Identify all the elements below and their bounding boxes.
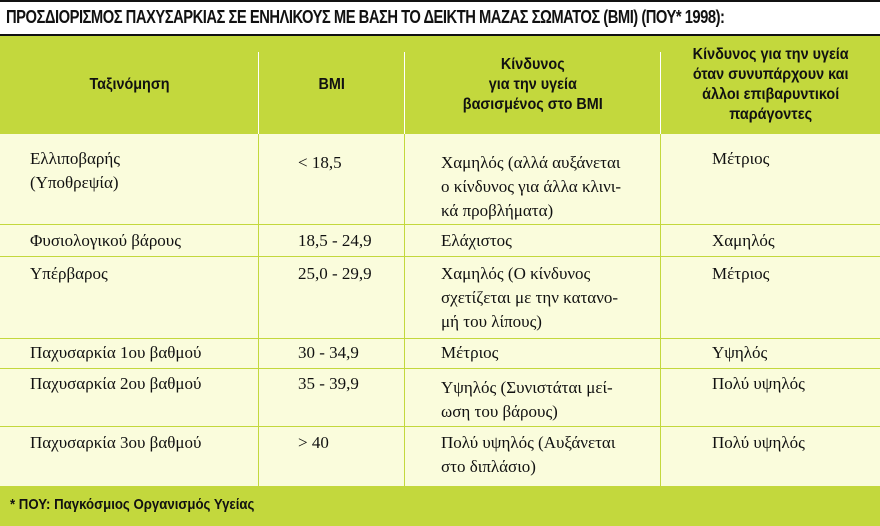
column-divider	[404, 134, 405, 486]
cell-risk: Ελάχιστος	[441, 231, 512, 250]
header-bmi	[259, 36, 404, 134]
header-risk-other	[661, 36, 880, 134]
cell-risk-other: Μέτριος	[712, 264, 770, 283]
cell-classification: Φυσιολογικού βάρους	[30, 231, 181, 250]
table-title: ΠΡΟΣΔΙΟΡΙΣΜΟΣ ΠΑΧΥΣΑΡΚΙΑΣ ΣΕ ΕΝΗΛΙΚΟΥΣ ΜΕ ΒΑΣΗ ΤΟ ΔΕΙΚΤΗ ΜΑΖΑΣ ΣΩΜΑΤΟΣ (ΒΜΙ) (ΠΟΥ* 1998):	[6, 7, 725, 27]
cell-risk-other: Πολύ υψηλός	[712, 374, 805, 393]
header-classification	[0, 36, 258, 134]
cell-risk-other: Χαμηλός	[712, 231, 775, 250]
footer-bar	[0, 486, 880, 526]
cell-classification: Υπέρβαρος	[30, 264, 108, 283]
cell-bmi: > 40	[298, 433, 329, 452]
cell-bmi: 18,5 - 24,9	[298, 231, 372, 250]
cell-risk: Υψηλός (Συνιστάται μεί- ωση του βάρους)	[441, 378, 613, 421]
cell-risk: Πολύ υψηλός (Αυξάνεται στο διπλάσιο)	[441, 433, 616, 476]
row-divider	[0, 426, 880, 427]
cell-classification: Παχυσαρκία 1ου βαθμού	[30, 343, 202, 362]
cell-risk: Μέτριος	[441, 343, 499, 362]
row-divider	[0, 338, 880, 339]
header-risk	[405, 36, 660, 134]
cell-risk-other: Υψηλός	[712, 343, 768, 362]
row-divider	[0, 224, 880, 225]
cell-bmi: < 18,5	[298, 153, 342, 172]
header-classification-label: Ταξινόμηση	[88, 76, 170, 93]
footnote: * ΠΟΥ: Παγκόσμιος Οργανισμός Υγείας	[10, 496, 255, 513]
cell-risk: Χαμηλός (Ο κίνδυνος σχετίζεται με την κατανο- μή του λίπους)	[441, 264, 619, 331]
header-bmi-label: ΒΜΙ	[318, 76, 345, 93]
cell-classification: Ελλιποβαρής (Υποθρεψία)	[30, 149, 120, 192]
cell-classification: Παχυσαρκία 3ου βαθμού	[30, 433, 202, 452]
table-title-bar	[0, 0, 880, 36]
cell-risk-other: Πολύ υψηλός	[712, 433, 805, 452]
column-divider	[660, 134, 661, 486]
cell-risk: Χαμηλός (αλλά αυξάνεται ο κίνδυνος για άλλα κλινι- κά προβλήματα)	[441, 153, 622, 220]
cell-risk-other: Μέτριος	[712, 149, 770, 168]
cell-bmi: 30 - 34,9	[298, 343, 359, 362]
header-risk-label: Κίνδυνος για την υγεία βασισμένος στο ΒΜΙ	[462, 56, 603, 113]
header-risk-other-label: Κίνδυνος για την υγεία όταν συνυπάρχουν και άλλοι επιβαρυντικοί παράγοντες	[692, 46, 849, 123]
row-divider	[0, 256, 880, 257]
column-divider	[258, 134, 259, 486]
cell-bmi: 35 - 39,9	[298, 374, 359, 393]
row-divider	[0, 368, 880, 369]
cell-bmi: 25,0 - 29,9	[298, 264, 372, 283]
cell-classification: Παχυσαρκία 2ου βαθμού	[30, 374, 202, 393]
